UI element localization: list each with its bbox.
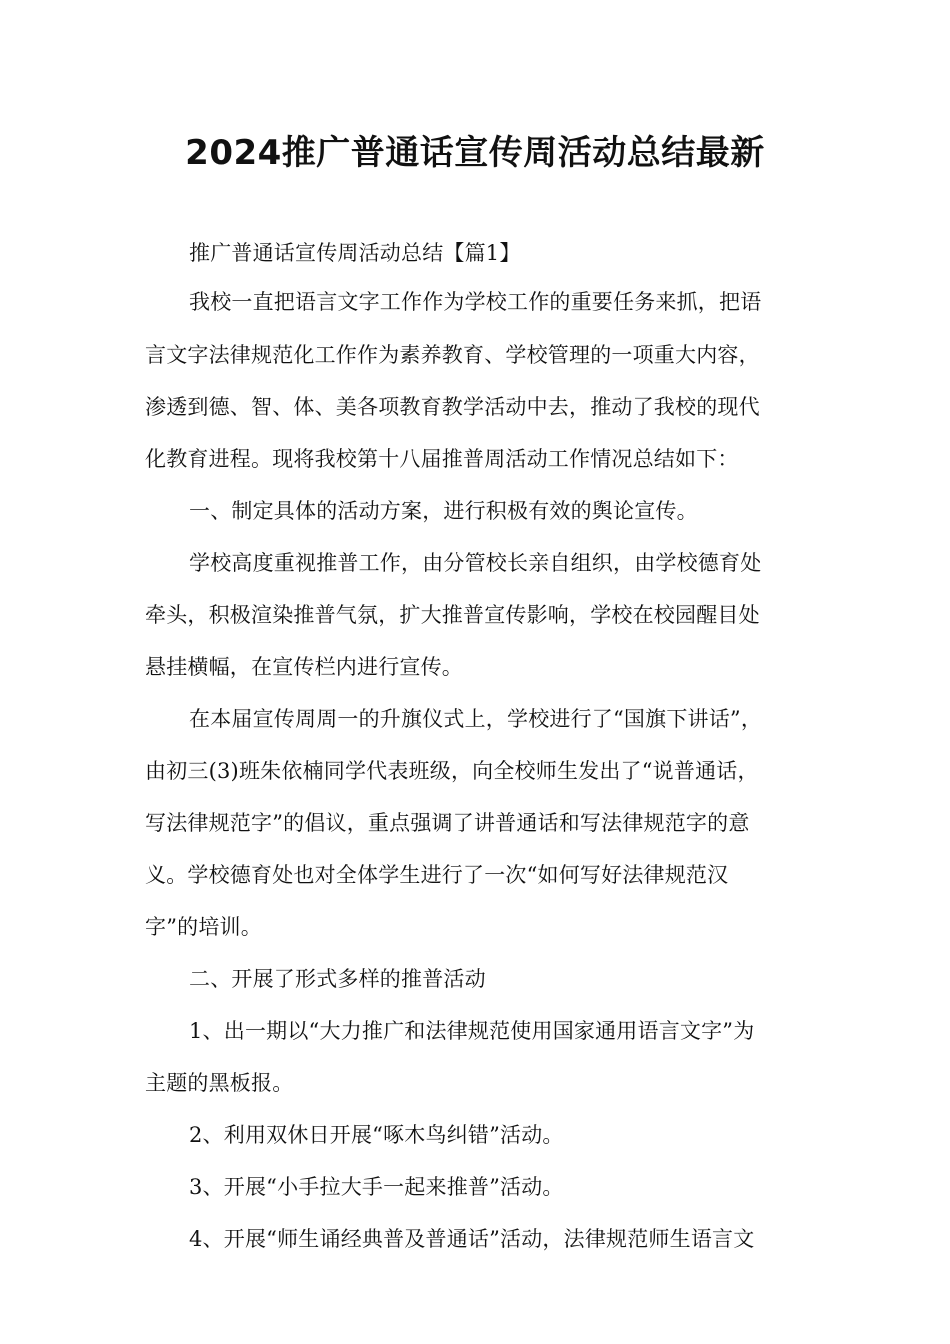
paragraph-line: 义。学校德育处也对全体学生进行了一次“如何写好法律规范汉	[145, 863, 729, 887]
section-heading-part1: 推广普通话宣传周活动总结【篇1】	[189, 241, 521, 265]
document-title: 2024推广普通话宣传周活动总结最新	[185, 133, 765, 173]
section-heading-2: 二、开展了形式多样的推普活动	[189, 967, 486, 991]
paragraph-line: 悬挂横幅，在宣传栏内进行宣传。	[145, 655, 463, 679]
paragraph-line: 渗透到德、智、体、美各项教育教学活动中去，推动了我校的现代	[145, 395, 760, 419]
paragraph-line: 字”的培训。	[145, 915, 262, 939]
paragraph-line: 在本届宣传周周一的升旗仪式上，学校进行了“国旗下讲话”，	[189, 707, 763, 731]
list-item-line: 1、出一期以“大力推广和法律规范使用国家通用语言文字”为	[189, 1019, 755, 1043]
list-item-line: 4、开展“师生诵经典普及普通话”活动，法律规范师生语言文	[189, 1227, 755, 1251]
list-item-line: 3、开展“小手拉大手一起来推普”活动。	[189, 1175, 564, 1199]
paragraph-line: 学校高度重视推普工作，由分管校长亲自组织，由学校德育处	[189, 551, 762, 575]
list-item-line: 主题的黑板报。	[145, 1071, 294, 1095]
paragraph-line: 化教育进程。现将我校第十八届推普周活动工作情况总结如下：	[145, 447, 739, 471]
paragraph-line: 我校一直把语言文字工作作为学校工作的重要任务来抓，把语	[189, 290, 762, 314]
paragraph-line: 由初三(3)班朱依楠同学代表班级，向全校师生发出了“说普通话，	[145, 759, 759, 783]
section-heading-1: 一、制定具体的活动方案，进行积极有效的舆论宣传。	[189, 499, 698, 523]
paragraph-line: 写法律规范字”的倡议，重点强调了讲普通话和写法律规范字的意	[145, 811, 750, 835]
paragraph-line: 牵头，积极渲染推普气氛，扩大推普宣传影响，学校在校园醒目处	[145, 603, 760, 627]
paragraph-line: 言文字法律规范化工作作为素养教育、学校管理的一项重大内容，	[145, 343, 760, 367]
list-item-line: 2、利用双休日开展“啄木鸟纠错”活动。	[189, 1123, 564, 1147]
